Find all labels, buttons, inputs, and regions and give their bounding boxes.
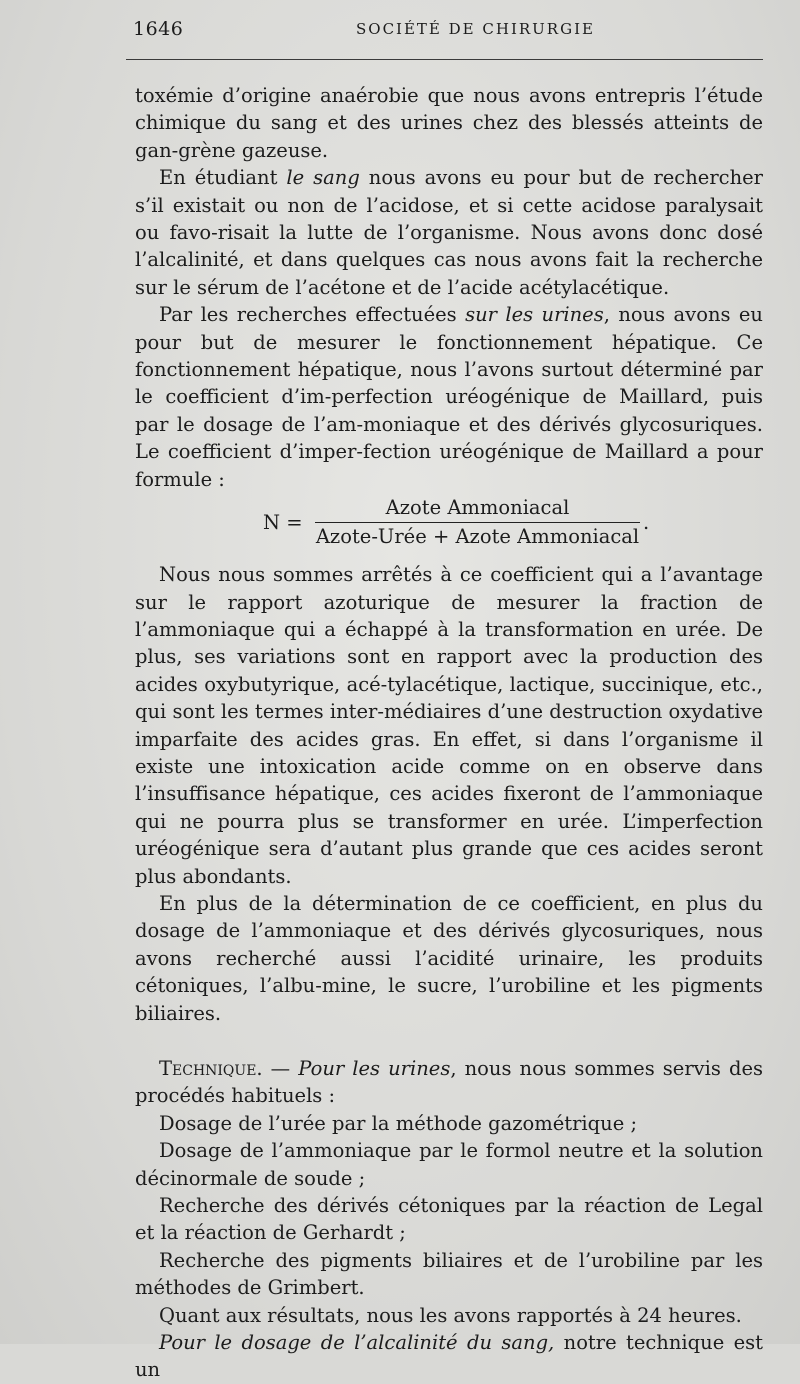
italic-run: Pour le dosage de l’alcalinité du sang,	[159, 1331, 555, 1355]
list-item: Recherche des pigments biliaires et de l’urobiline par les méthodes de Grimbert.	[135, 1248, 763, 1300]
section-gap	[135, 1027, 763, 1055]
paragraph-alcalinite	[135, 1329, 763, 1384]
italic-run: le sang	[286, 166, 360, 190]
formula-fraction	[315, 495, 640, 550]
header-rule	[126, 59, 763, 60]
list-item: Recherche des dérivés cétoniques par la réaction de Legal et la réaction de Gerhardt ;	[135, 1194, 763, 1245]
paragraph-technique	[135, 1055, 763, 1110]
paragraph-determination: En plus de la détermination de ce coefficient, en plus du dosage de l’ammoniaque et des dérivés glycosuriques, nous avons recherché aussi l’acidité urinaire, les produits cétoniques, l’albu-mine, le sucre, l’urobiline et les pigments biliaires.	[135, 891, 763, 1025]
paragraph-coefficient: Nous nous sommes arrêtés à ce coefficient qui a l’avantage sur le rapport azoturique de mesurer la fraction de l’ammoniaque qui a échappé à la transformation en urée. De plus, ses variations sont en rapport avec la production des acides oxybutyrique, acé-tylacétique, lactique, succinique, etc., qui sont les termes inter-médiaires d’une destruction oxydative imparfaite des acides gras. En effet, si dans l’organisme il existe une intoxication acide comme on en observe dans l’insuffisance hépatique, ces acides fixeront de l’ammoniaque qui ne pourra plus se transformer en urée. L’imperfection uréogénique sera d’autant plus grande que ces acides seront plus abondants.	[135, 563, 763, 888]
text-run: —	[262, 1057, 299, 1080]
text-run: , nous nous sommes servis des procédés habituels :	[135, 1057, 763, 1108]
section-label: Technique.	[159, 1057, 263, 1080]
page-header	[133, 18, 763, 44]
body-text	[135, 82, 763, 1384]
list-item: Dosage de l’ammoniaque par le formol neutre et la solution décinormale de soude ;	[135, 1139, 763, 1190]
formula-numerator: Azote Ammoniacal	[385, 496, 570, 520]
formula-lhs: N =	[263, 511, 303, 535]
text-run: nous avons eu pour but de rechercher s’il existait ou non de l’acidose, et si cette acidose paralysait ou favo-risait la lutte de l’organisme. Nous avons donc dosé l’alcalinité, et dans quelques cas nous avons fait la recherche sur le sérum de l’acétone et de l’acide acétylacétique.	[135, 166, 763, 299]
text-run: notre technique est un	[135, 1331, 763, 1382]
text-run: Par les recherches effectuées	[159, 303, 466, 327]
maillard-formula	[135, 495, 763, 553]
list-item: Quant aux résultats, nous les avons rapportés à 24 heures.	[159, 1303, 742, 1327]
text-run: , nous avons eu pour but de mesurer le fonctionnement hépatique. Ce fonctionnement hépatique, nous l’avons surtout déterminé par le coefficient d’im-perfection uréogénique de Maillard, puis par le dosage de l’am-moniaque et des dérivés glycosuriques. Le coefficient d’imper-fection uréogénique de Maillard a pour formule :	[135, 303, 763, 491]
formula-end: .	[643, 511, 650, 535]
italic-run: sur les urines	[465, 303, 604, 327]
italic-run: Pour les urines	[298, 1057, 451, 1080]
paragraph-sang	[135, 164, 763, 301]
fraction-bar	[315, 522, 640, 523]
text-run: En étudiant	[159, 166, 287, 190]
paragraph-urines	[135, 301, 763, 493]
running-title: SOCIÉTÉ DE CHIRURGIE	[356, 20, 595, 38]
paragraph-continuation: toxémie d’origine anaérobie que nous avons entrepris l’étude chimique du sang et des urines chez des blessés atteints de gan-grène gazeuse.	[135, 84, 763, 162]
page-number: 1646	[133, 18, 184, 40]
formula-denominator: Azote-Urée + Azote Ammoniacal	[315, 525, 640, 549]
list-item: Dosage de l’urée par la méthode gazométrique ;	[159, 1111, 638, 1135]
